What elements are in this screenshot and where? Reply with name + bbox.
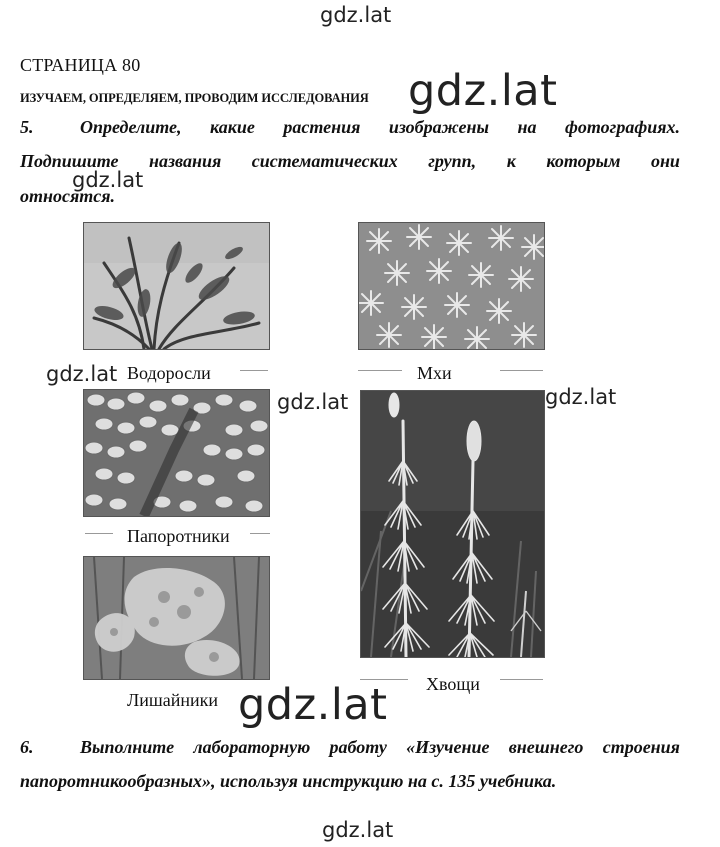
task-6-line-2: папоротникообразных», используя инструкцию на с. 135 учебника. [20,771,557,791]
task-5-word: растения [283,117,361,137]
fern-photo [83,389,270,517]
task-5-word: названия [149,151,222,171]
caption-ferns: Папоротники [127,526,230,546]
task-6-word: строения [602,737,680,757]
watermark-bottom: gdz.lat [322,818,394,842]
task-6-word: Выполните [80,737,175,757]
task-5-word: они [650,151,680,171]
blank-line [85,533,113,534]
algae-photo [83,222,270,350]
task-5-word: изображены [388,117,490,137]
blank-line [240,370,268,371]
task-5-word: фотографиях. [565,117,680,137]
task-5-line-1 [80,117,680,138]
task-5-word: групп, [428,151,477,171]
watermark-horsetails: gdz.lat [545,385,617,409]
caption-algae: Водоросли [127,363,211,383]
task-5-word: какие [210,117,255,137]
task-6-word: работу [329,737,387,757]
task-5-number: 5. [20,117,34,137]
lichen-photo [83,556,270,680]
moss-photo [358,222,545,350]
watermark-algae: gdz.lat [46,362,118,386]
watermark-header: gdz.lat [408,66,558,116]
blank-line [358,370,402,371]
task-6-word: лабораторную [193,737,311,757]
caption-mosses: Мхи [417,363,452,383]
blank-line [500,370,543,371]
caption-lichens: Лишайники [127,690,218,710]
watermark-task: gdz.lat [72,168,144,192]
task-5-word: к [506,151,516,171]
task-5-word: систематических [251,151,398,171]
watermark-top: gdz.lat [320,3,392,27]
section-title: ИЗУЧАЕМ, ОПРЕДЕЛЯЕМ, ПРОВОДИМ ИССЛЕДОВАНИЯ [20,91,369,105]
task-6-word: «Изучение [406,737,490,757]
task-6-word: внешнего [508,737,584,757]
task-6-number: 6. [20,737,34,757]
task-5-word: которым [546,151,621,171]
caption-horsetails: Хвощи [426,674,480,694]
watermark-lichens: gdz.lat [238,680,388,730]
task-5-word: на [517,117,537,137]
blank-line [250,533,270,534]
watermark-ferns: gdz.lat [277,390,349,414]
task-5-word: Определите, [80,117,182,137]
task-5-line-3: относятся. [20,186,116,206]
blank-line [500,679,543,680]
task-6-line-1 [80,737,680,758]
task-5-word: Подпишите [20,151,119,171]
horsetail-photo [360,390,545,658]
page-label: СТРАНИЦА 80 [20,55,141,75]
